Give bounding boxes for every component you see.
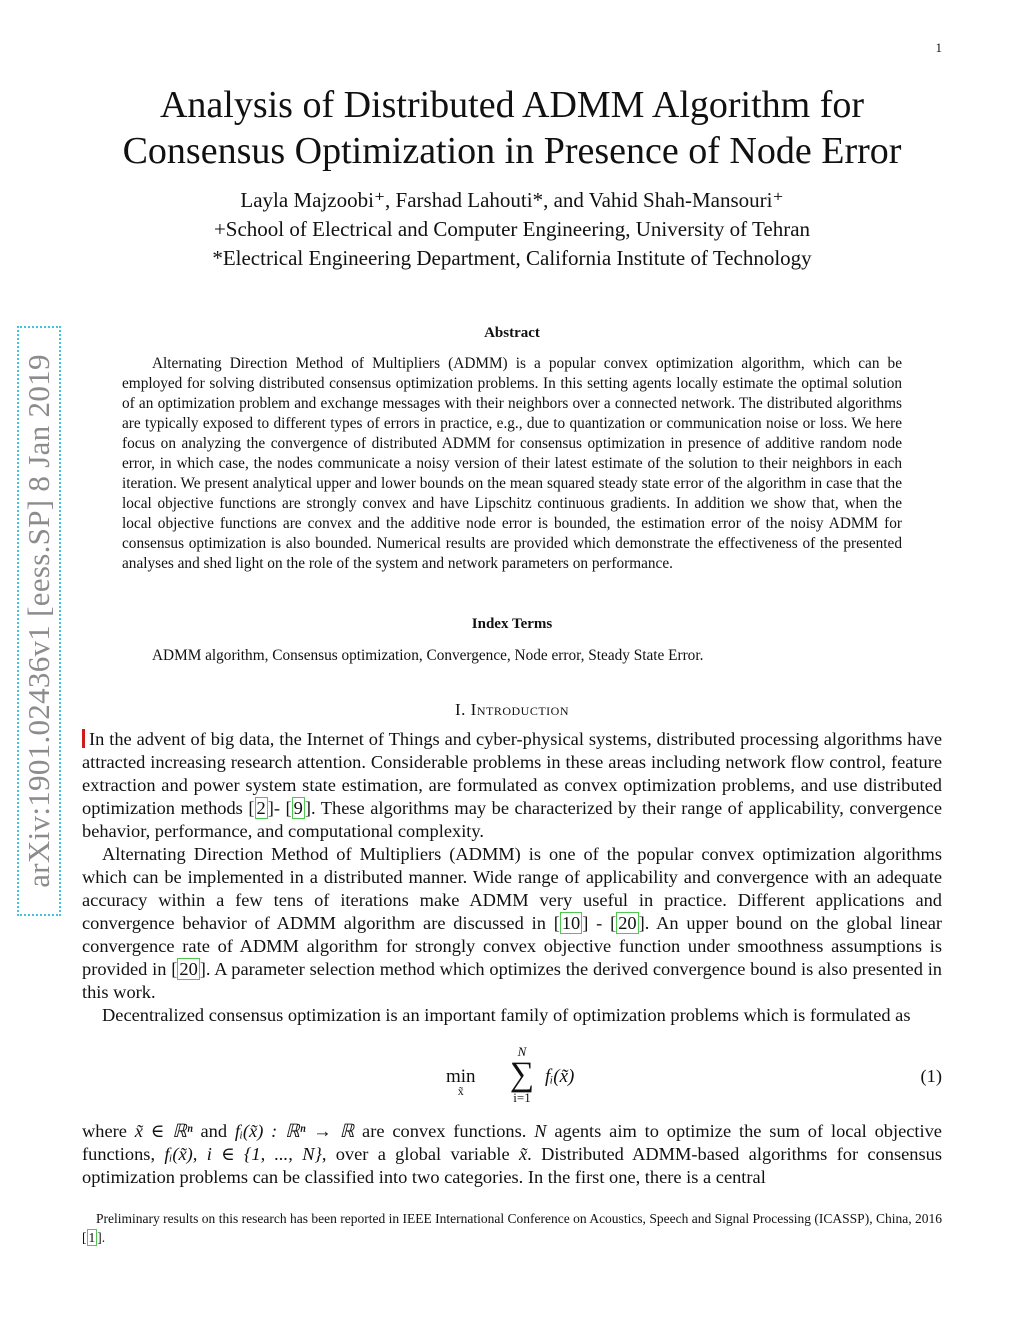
post-equation-body: [82, 1120, 942, 1189]
paragraph-4-text-f: . Distributed ADMM-based algorithms for consensus optimization problems can be classified into two categories. In the first one, there is a central: [82, 1144, 942, 1187]
paragraph-1: [82, 728, 942, 843]
footnote: [82, 1209, 942, 1247]
index-terms-heading: Index Terms: [471, 616, 553, 632]
arxiv-stamp: [17, 326, 61, 916]
page-number: 1: [935, 40, 942, 55]
paragraph-4-text-c: are convex functions.: [354, 1121, 535, 1141]
paragraph-1-text-b: ]- [: [267, 798, 292, 818]
author-names: Layla Majzoobi⁺, Farshad Lahouti*, and Vahid Shah-Mansouri⁺: [240, 188, 784, 212]
citation-link[interactable]: 2: [256, 798, 266, 818]
footnote-text-b: ].: [97, 1230, 106, 1245]
paragraph-2: [82, 843, 942, 1004]
paragraph-3: Decentralized consensus optimization is an important family of optimization problems which is formulated as: [102, 1005, 911, 1025]
citation-link[interactable]: 10: [561, 913, 581, 933]
title-line-1: Analysis of Distributed ADMM Algorithm for: [159, 84, 865, 126]
abstract-heading: Abstract: [484, 325, 540, 341]
math-inline: N: [534, 1121, 547, 1141]
equation-function: fᵢ(x̃): [545, 1066, 575, 1087]
paragraph-4: [82, 1120, 942, 1189]
paragraph-1-text-c: ]. These algorithms may be characterized by their range of applicability, convergence behavior, performance, and computational complexity.: [82, 798, 942, 841]
paragraph-4-text-b: and: [192, 1121, 235, 1141]
equation-sum-lower: i=1: [513, 1090, 531, 1105]
equation-min-operator: min: [446, 1066, 476, 1087]
author-block: [60, 186, 964, 273]
paragraph-2-text-c: ]. An upper bound on the global linear convergence rate of ADMM algorithm for strongly convex objective function under smoothness assumptions is provided in [: [82, 913, 943, 979]
index-terms-list: ADMM algorithm, Consensus optimization, Convergence, Node error, Steady State Error.: [152, 647, 704, 664]
citation-link[interactable]: 20: [618, 913, 637, 933]
affiliation-tehran: +School of Electrical and Computer Engineering, University of Tehran: [213, 217, 811, 241]
abstract-body: Alternating Direction Method of Multipliers (ADMM) is a popular convex optimization algorithm, which can be employed for solving distributed consensus optimization problems. In this setting agents locally estimate the optimal solution of an optimization problem and exchange messages with their neighbors over a connected network. The distributed algorithms are typically exposed to different types of errors in practice, e.g., due to quantization or communication noise or loss. We here focus on analyzing the convergence of distributed ADMM for consensus optimization in presence of additive random node error, in which case, the nodes communicate a noisy version of their latest estimate of the solution to their neighbors in each iteration. We present analytical upper and lower bounds on the mean squared steady state error of the algorithm in case that the local objective functions are strongly convex and have Lipschitz continuous gradients. In addition we show that, when the local objective functions are convex and the additive node error is bounded, the estimation error of the noisy ADMM for consensus optimization is also bounded. Numerical results are provided which demonstrate the effectiveness of the presented analyses and shed light on the role of the system and network parameters on performance.: [122, 355, 902, 572]
paragraph-4-text-a: where: [82, 1121, 135, 1141]
math-inline: x̃ ∈ ℝⁿ: [134, 1121, 193, 1141]
section-title: Introduction: [470, 700, 569, 719]
math-inline: fᵢ(x̃), i ∈ {1, ..., N}: [164, 1144, 322, 1164]
paragraph-2-text-a: Alternating Direction Method of Multipliers (ADMM) is one of the popular convex optimization algorithms which can be implemented in a distributed manner. Wide range of applicability and convergence with an adequate accuracy within a few tens of iterations make ADMM very useful in practice. Different applications and convergence behavior of ADMM algorithm are discussed in [: [82, 844, 942, 933]
footnote-text-a: Preliminary results on this research has been reported in IEEE International Conference on Acoustics, Speech and Signal Processing (ICASSP), China, 2016 [: [82, 1211, 942, 1245]
equation-1: [82, 1044, 942, 1114]
equation-sum: [502, 1044, 542, 1106]
equation-number: (1): [920, 1066, 942, 1086]
math-inline: fᵢ(x̃) : ℝⁿ → ℝ: [234, 1121, 355, 1141]
equation-min: [446, 1066, 476, 1099]
math-inline: x̃: [518, 1144, 528, 1164]
equation-min-subscript: x̃: [457, 1084, 464, 1098]
paper-title: [60, 82, 964, 174]
section-number: I.: [455, 700, 466, 719]
equation-sum-symbol: ∑: [509, 1056, 535, 1093]
title-line-2: Consensus Optimization in Presence of Node Error: [122, 130, 902, 172]
paragraph-1-text-a: In the advent of big data, the Internet of Things and cyber-physical systems, distributed processing algorithms have attracted increasing research attention. Considerable problems in these areas including network flow control, feature extraction and power system state estimation, are formulated as convex optimization problems, and use distributed optimization methods [: [82, 729, 942, 818]
cursor-marker: [82, 729, 85, 748]
citation-link[interactable]: 1: [88, 1230, 96, 1245]
introduction-body: [82, 728, 942, 1027]
paragraph-2-text-b: ] - [: [582, 913, 617, 933]
paragraph-2-text-d: ]. A parameter selection method which optimizes the derived convergence bound is also presented in this work.: [82, 959, 943, 1002]
citation-link[interactable]: 9: [293, 798, 303, 818]
section-heading: [60, 700, 964, 720]
affiliation-caltech: *Electrical Engineering Department, California Institute of Technology: [212, 246, 812, 270]
paragraph-4-text-e: , over a global variable: [321, 1144, 519, 1164]
arxiv-stamp-text: arXiv:1901.02436v1 [eess.SP] 8 Jan 2019: [21, 354, 56, 888]
paragraph-4-text-d: agents aim to optimize the sum of local objective functions,: [82, 1121, 942, 1164]
citation-link[interactable]: 20: [179, 959, 198, 979]
equation-sum-upper: N: [517, 1044, 527, 1059]
